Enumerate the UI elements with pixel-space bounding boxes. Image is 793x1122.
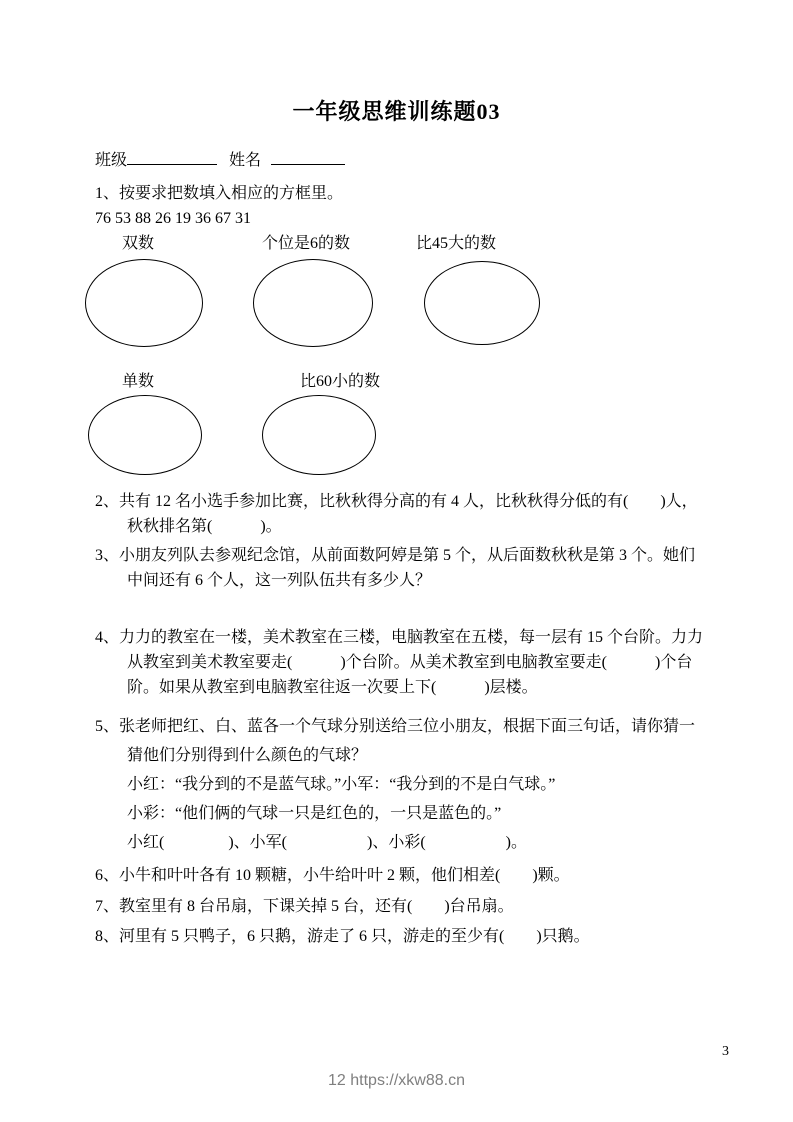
question-6-line-1: 6、小牛和叶叶各有 10 颗糖，小牛给叶叶 2 颗，他们相差( )颗。: [95, 867, 570, 884]
group-label-greater-than-45: 比45大的数: [416, 235, 497, 252]
question-4-line-1: 4、力力的教室在一楼，美术教室在三楼，电脑教室在五楼，每一层有 15 个台阶。力力: [95, 629, 704, 646]
question-1-diagram: [0, 231, 793, 483]
question-3-line-2: 中间还有 6 个人，这一列队伍共有多少人？: [127, 572, 432, 589]
group-label-units-digit-6: 个位是6的数: [262, 235, 351, 252]
class-label: 班级: [95, 152, 128, 169]
question-7: [95, 894, 708, 919]
ellipse-odd-numbers: [88, 395, 202, 475]
question-5: [95, 712, 708, 857]
question-7-line-1: 7、教室里有 8 台吊扇，下课关掉 5 台，还有( )台吊扇。: [95, 898, 514, 915]
footer-site-url[interactable]: 12 https://xkw88.cn: [328, 1072, 465, 1089]
question-4: [95, 625, 708, 700]
group-label-less-than-60: 比60小的数: [300, 373, 381, 390]
question-1-prompt: 1、按要求把数填入相应的方框里。: [95, 185, 344, 202]
question-3: [95, 543, 708, 593]
ellipse-units-digit-6: [253, 259, 373, 347]
name-blank-line: [271, 150, 345, 165]
question-5-line-1: 5、张老师把红、白、蓝各一个气球分别送给三位小朋友，根据下面三句话，请你猜一: [95, 718, 696, 735]
question-3-line-1: 3、小朋友列队去参观纪念馆，从前面数阿婷是第 5 个，从后面数秋秋是第 3 个。她们: [95, 547, 696, 564]
question-5-line-3: 小红：“我分到的不是蓝气球。”小军：“我分到的不是白气球。”: [127, 776, 556, 793]
question-6: [95, 863, 708, 888]
question-1-number-list: 76 53 88 26 19 36 67 31: [95, 210, 251, 227]
ellipse-less-than-60: [262, 395, 376, 475]
group-label-odd-numbers: 单数: [122, 373, 155, 390]
ellipse-greater-than-45: [424, 261, 540, 345]
question-2-line-2: 秋秋排名第( )。: [127, 518, 282, 535]
page-title: 一年级思维训练题03: [292, 99, 501, 124]
question-5-line-4: 小彩：“他们俩的气球一只是红色的，一只是蓝色的。”: [127, 805, 502, 822]
class-name-row: [95, 148, 705, 173]
question-2: [95, 489, 708, 539]
name-label: 姓名: [229, 152, 262, 169]
question-8-line-1: 8、河里有 5 只鸭子，6 只鹅，游走了 6 只，游走的至少有( )只鹅。: [95, 928, 590, 945]
question-5-line-2: 猜他们分别得到什么颜色的气球？: [127, 747, 368, 764]
question-1: [95, 181, 708, 231]
group-label-even-numbers: 双数: [122, 235, 155, 252]
question-8: [95, 924, 708, 949]
ellipse-even-numbers: [85, 259, 203, 347]
class-blank-line: [127, 150, 217, 165]
question-5-line-5: 小红( )、小军( )、小彩( )。: [127, 834, 527, 851]
question-4-line-3: 阶。如果从教室到电脑教室往返一次要上下( )层楼。: [127, 679, 538, 696]
question-4-line-2: 从教室到美术教室要走( )个台阶。从美术教室到电脑教室要走( )个台: [127, 654, 693, 671]
page-number: 3: [722, 1044, 729, 1059]
question-2-line-1: 2、共有 12 名小选手参加比赛，比秋秋得分高的有 4 人，比秋秋得分低的有( )人，: [95, 493, 698, 510]
